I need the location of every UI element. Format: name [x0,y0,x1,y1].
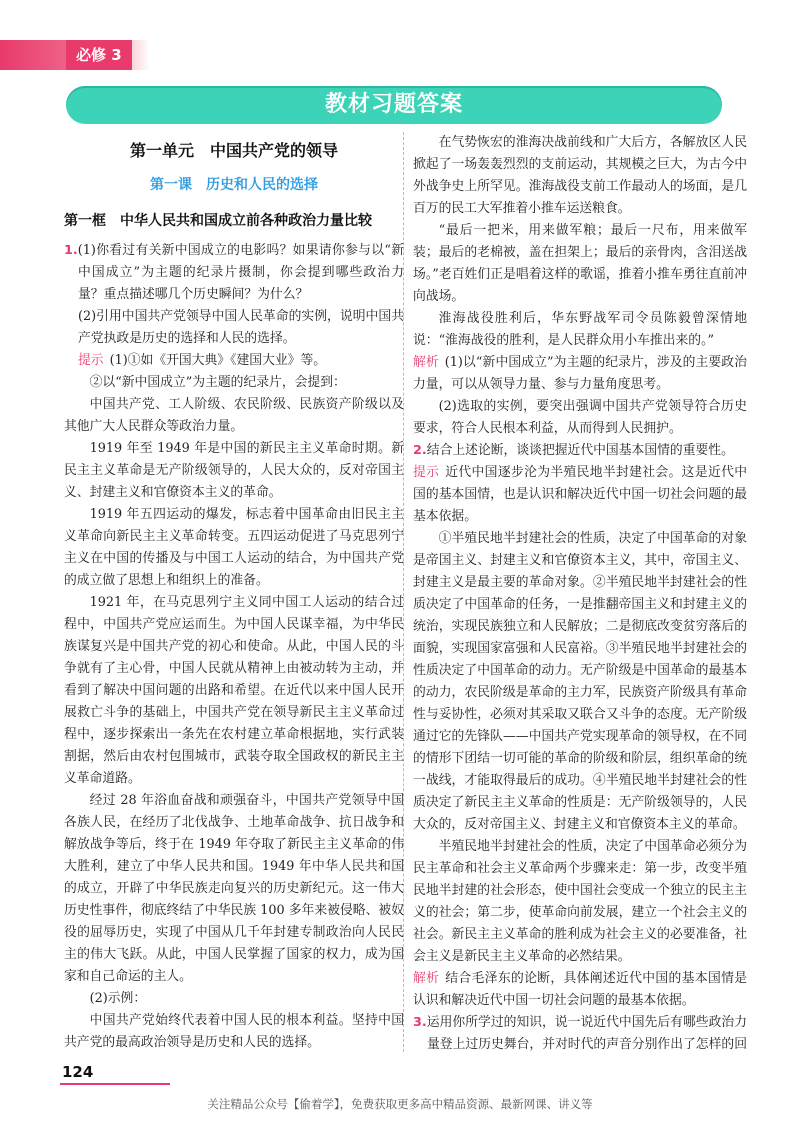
body-paragraph: 在气势恢宏的淮海决战前线和广大后方，各解放区人民掀起了一场轰轰烈烈的支前运动，其规模之巨大，为古今中外战争史上所罕见。淮海战役支前工作最动人的场面，是几百万的民工大军推着小推车运送粮食。 [413,135,747,216]
page-number-rule [60,1083,170,1085]
footer-note: 关注精品公众号【偷着学】，免费获取更多高中精品资源、最新网课、讲义等 [207,1097,593,1111]
hint-paragraph [413,462,747,528]
hint-paragraph: 1919 年至 1949 年是中国的新民主主义革命时期。新民主主义革命是无产阶级领导的，人民大众的，反对帝国主义、封建主义和官僚资本主义的革命。 [64,441,404,500]
hint-text: 近代中国逐步沦为半殖民地半封建社会。这是近代中国的基本国情，也是认识和解决近代中国一切社会问题的最基本依据。 [413,465,747,524]
hint-paragraph: 半殖民地半封建社会的性质，决定了中国革命必须分为民主革命和社会主义革命两个步骤来走：第一步，改变半殖民地半封建的社会形态，使中国社会变成一个独立的民主主义的社会；第二步，使革命向前发展，建立一个社会主义的社会。新民主主义革命的胜利成为社会主义的必要准备，社会主义是新民主主义革命的必然结果。 [413,839,747,964]
question-2 [413,440,747,462]
frame-title: 第一框 中华人民共和国成立前各种政治力量比较 [64,213,372,229]
question-1-part-2: (2)引用中国共产党领导中国人民革命的实例，说明中国共产党执政是历史的选择和人民的选择。 [78,309,404,346]
hint-label: 提示 [78,353,104,368]
banner-title: 教材习题答案 [324,92,463,117]
question-text: 结合上述论断，谈谈把握近代中国基本国情的重要性。 [426,443,734,458]
analysis-paragraph [413,968,747,1012]
question-3 [413,1012,747,1053]
question-1-part-1 [64,240,404,306]
right-column [413,132,747,1053]
body-paragraph: 淮海战役胜利后，华东野战军司令员陈毅曾深情地说：“淮海战役的胜利，是人民群众用小车推出来的。” [413,311,747,348]
book-tag: 必修 3 [66,40,132,70]
unit-title: 第一单元 中国共产党的领导 [129,141,338,160]
hint-paragraph: 1919 年五四运动的爆发，标志着中国革命由旧民主主义革命向新民主主义革命转变。五四运动促进了马克思列宁主义在中国的传播及与中国工人运动的结合，为中国共产党的成立做了思想上和组织上的准备。 [64,507,404,588]
lesson-title: 第一课 历史和人民的选择 [150,177,318,193]
question-text: 运用你所学过的知识，说一说近代中国先后有哪些政治力量登上过历史舞台，并对时代的声音分别作出了怎样的回 [426,1015,747,1052]
hint-text: (1)①如《开国大典》《建国大业》等。 [109,353,327,368]
question-number: 2. [413,443,427,458]
analysis-label: 解析 [413,971,440,986]
question-number: 1. [64,243,78,258]
hint-paragraph [64,350,404,372]
hint-label: 提示 [413,465,440,480]
hint-paragraph: ②以“新中国成立”为主题的纪录片，会提到： [89,375,346,390]
hint-paragraph: 中国共产党始终代表着中国人民的根本利益。坚持中国共产党的最高政治领导是历史和人民的选择。 [64,1013,404,1050]
section-banner [66,86,722,124]
page-number: 124 [62,1063,94,1081]
analysis-label: 解析 [413,355,439,370]
question-text: (1)你看过有关新中国成立的电影吗？如果请你参与以“新中国成立”为主题的纪录片摄制，你会提到哪些政治力量？重点描述哪几个历史瞬间？为什么？ [77,243,404,302]
hint-paragraph: ①半殖民地半封建社会的性质，决定了中国革命的对象是帝国主义、封建主义和官僚资本主义，其中，帝国主义、封建主义是最主要的革命对象。②半殖民地半封建社会的性质决定了中国革命的任务，一是推翻帝国主义和封建主义的统治，实现民族独立和人民解放；二是彻底改变贫穷落后的面貌，实现国家富强和人民富裕。③半殖民地半封建社会的性质决定了中国革命的动力。无产阶级是中国革命的最基本的动力，农民阶级是革命的主力军，民族资产阶级具有革命性与妥协性，必须对其采取又联合又斗争的态度。无产阶级通过它的先锋队——中国共产党实现革命的领导权，在不同的情形下团结一切可能的革命的阶级和阶层，组织革命的统一战线，才能取得最后的成功。④半殖民地半封建社会的性质决定了新民主主义革命的性质是：无产阶级领导的，人民大众的，反对帝国主义、封建主义和官僚资本主义的革命。 [413,531,747,832]
analysis-paragraph [413,352,747,396]
body-paragraph: “最后一把米，用来做军粮；最后一尺布，用来做军装；最后的老棉被，盖在担架上；最后的亲骨肉，含泪送战场。”老百姓们正是唱着这样的歌谣，推着小推车勇往直前冲向战场。 [413,223,747,304]
hint-paragraph: (2)示例： [89,991,147,1006]
analysis-text: 结合毛泽东的论断，具体阐述近代中国的基本国情是认识和解决近代中国一切社会问题的最基本依据。 [413,971,747,1008]
left-column [64,132,404,1053]
hint-paragraph: 经过 28 年浴血奋战和顽强奋斗，中国共产党领导中国各族人民，在经历了北伐战争、土地革命战争、抗日战争和解放战争等后，终于在 1949 年夺取了新民主主义革命的伟大胜利，建立了中华人民共和国。1949 年中华人民共和国的成立，开辟了中华民族走向复兴的历史新纪元。这一伟大历史性事件，彻底终结了中华民族 100 多年来被侵略、被奴役的屈辱历史，实现了中国从几千年封建专制政治向人民民主的伟大飞跃。从此，中国人民掌握了国家的权力，成为国家和自己命运的主人。 [64,793,404,984]
question-number: 3. [413,1015,427,1030]
analysis-paragraph: (2)选取的实例，要突出强调中国共产党领导符合历史要求，符合人民根本利益，从而得到人民拥护。 [413,399,747,436]
hint-paragraph: 中国共产党、工人阶级、农民阶级、民族资产阶级以及其他广大人民群众等政治力量。 [64,397,404,434]
hint-paragraph: 1921 年，在马克思列宁主义同中国工人运动的结合过程中，中国共产党应运而生。为中国人民谋幸福，为中华民族谋复兴是中国共产党的初心和使命。从此，中国人民的斗争就有了主心骨，中国人民就从精神上由被动转为主动，并看到了解决中国问题的出路和希望。在近代以来中国人民开展救亡斗争的基础上，中国共产党在领导新民主主义革命过程中，逐步探索出一条先在农村建立革命根据地，实行武装割据，然后由农村包围城市，武装夺取全国政权的新民主主义革命道路。 [64,595,404,786]
analysis-text: (1)以“新中国成立”为主题的纪录片，涉及的主要政治力量，可以从领导力量、参与力量角度思考。 [413,355,747,392]
